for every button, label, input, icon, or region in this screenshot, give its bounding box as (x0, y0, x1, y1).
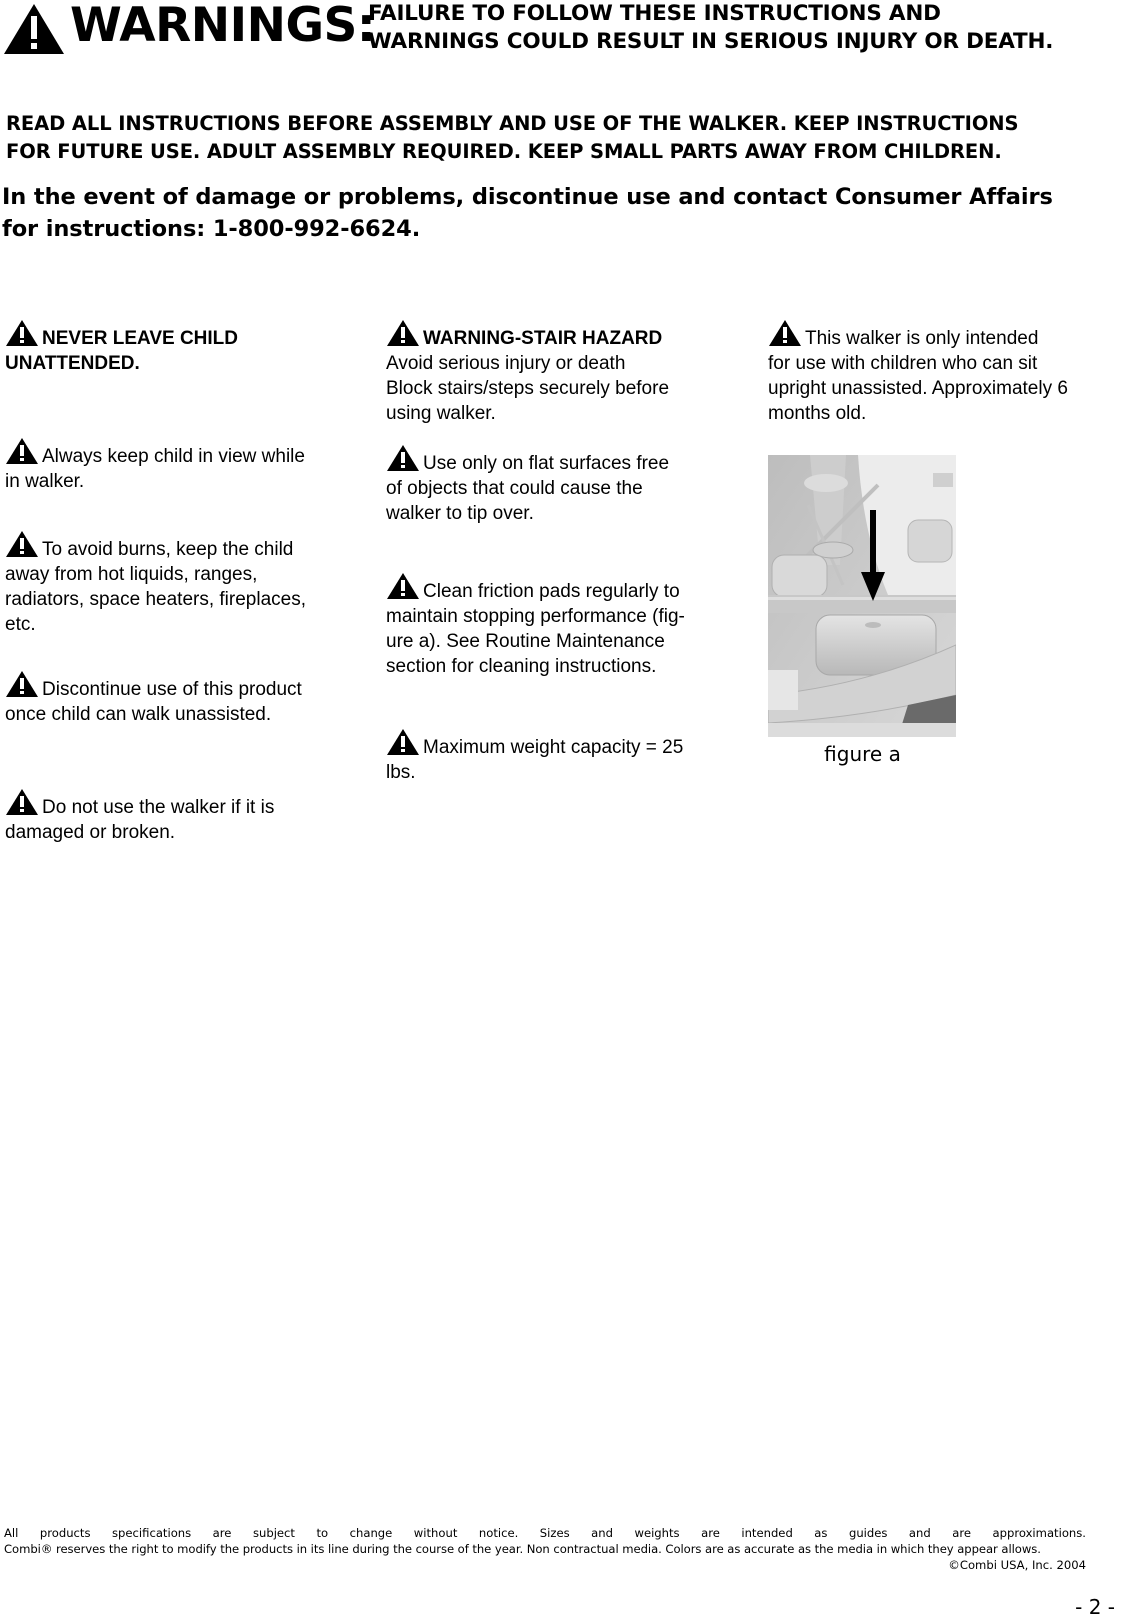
warning-line: maintain stopping performance (fig- (386, 606, 685, 627)
page-number: - 2 - (1075, 1595, 1115, 1619)
footer-line: All products specifications are subject to change without notice. Sizes and weights are intended as guides and are approximations. (4, 1526, 1086, 1540)
warning-text: Maximum weight capacity = 25 (423, 737, 684, 758)
warnings-subtitle (368, 0, 1053, 56)
warning-triangle-icon (5, 788, 39, 816)
read-all-line: READ ALL INSTRUCTIONS BEFORE ASSEMBLY AND USE OF THE WALKER. KEEP INSTRUCTIONS (6, 112, 1019, 135)
subtitle-line: FAILURE TO FOLLOW THESE INSTRUCTIONS AND (368, 1, 941, 26)
footer-line: Combi® reserves the right to modify the products in its line during the course of the year. Non contractual media. Colors are as accurate as the media in which they appear allows. (4, 1542, 1041, 1556)
warning-line: Block stairs/steps securely before (386, 378, 670, 399)
warning-line: etc. (5, 614, 36, 635)
warning-friction-pads (386, 572, 736, 679)
figure-caption: figure a (824, 742, 901, 766)
warnings-title: WARNINGS: (70, 0, 376, 53)
warning-triangle-icon (386, 444, 420, 472)
warning-line: lbs. (386, 762, 416, 783)
warning-text: Discontinue use of this product (42, 679, 302, 700)
warning-line: months old. (768, 403, 867, 424)
warning-max-weight (386, 728, 736, 785)
warning-line: radiators, space heaters, fireplaces, (5, 589, 306, 610)
read-all-line: FOR FUTURE USE. ADULT ASSEMBLY REQUIRED. KEEP SMALL PARTS AWAY FROM CHILDREN. (6, 140, 1002, 163)
read-all-instructions (6, 110, 1096, 166)
warning-line: walker to tip over. (386, 503, 534, 524)
warning-line: for use with children who can sit (768, 353, 1038, 374)
warning-line: UNATTENDED. (5, 353, 140, 374)
warning-line: of objects that could cause the (386, 478, 643, 499)
warning-age-intended (768, 319, 1118, 426)
warning-triangle-icon (386, 319, 420, 347)
warning-heading: NEVER LEAVE CHILD (42, 328, 239, 349)
warning-avoid-burns (5, 530, 350, 637)
walker-friction-pad-illustration (768, 455, 956, 737)
warning-text: To avoid burns, keep the child (42, 539, 294, 560)
warning-text: Do not use the walker if it is (42, 797, 275, 818)
warning-text: This walker is only intended (805, 328, 1039, 349)
copyright: ©Combi USA, Inc. 2004 (948, 1558, 1086, 1572)
subtitle-line: WARNINGS COULD RESULT IN SERIOUS INJURY OR DEATH. (368, 29, 1054, 54)
friction-pad-photo (768, 455, 956, 737)
warning-discontinue-use (5, 670, 350, 727)
warning-line: in walker. (5, 471, 85, 492)
warning-triangle-icon (5, 319, 39, 347)
warning-text: Always keep child in view while (42, 446, 305, 467)
warning-damaged-broken (5, 788, 350, 845)
warning-line: ure a). See Routine Maintenance (386, 631, 665, 652)
contact-line: for instructions: 1-800-992-6624. (2, 216, 421, 242)
warning-never-leave-child (5, 319, 345, 376)
warning-text: Clean friction pads regularly to (423, 581, 680, 602)
warning-line: using walker. (386, 403, 496, 424)
warning-text: Use only on flat surfaces free (423, 453, 670, 474)
warning-line: upright unassisted. Approximately 6 (768, 378, 1068, 399)
warning-line: Avoid serious injury or death (386, 353, 626, 374)
warning-triangle-icon (3, 3, 65, 55)
warning-keep-in-view (5, 437, 345, 494)
warning-line: damaged or broken. (5, 822, 176, 843)
warning-triangle-icon (386, 572, 420, 600)
warning-line: section for cleaning instructions. (386, 656, 657, 677)
contact-notice (2, 181, 1102, 245)
warning-heading: WARNING-STAIR HAZARD (423, 328, 663, 349)
warning-line: once child can walk unassisted. (5, 704, 272, 725)
footer-disclaimer (4, 1525, 1086, 1573)
warning-triangle-icon (5, 670, 39, 698)
warning-triangle-icon (5, 530, 39, 558)
contact-line: In the event of damage or problems, discontinue use and contact Consumer Affairs (2, 184, 1053, 210)
warning-triangle-icon (5, 437, 39, 465)
warning-stair-hazard (386, 319, 736, 426)
warning-line: away from hot liquids, ranges, (5, 564, 258, 585)
warning-flat-surfaces (386, 444, 736, 526)
warning-triangle-icon (768, 319, 802, 347)
warning-triangle-icon (386, 728, 420, 756)
